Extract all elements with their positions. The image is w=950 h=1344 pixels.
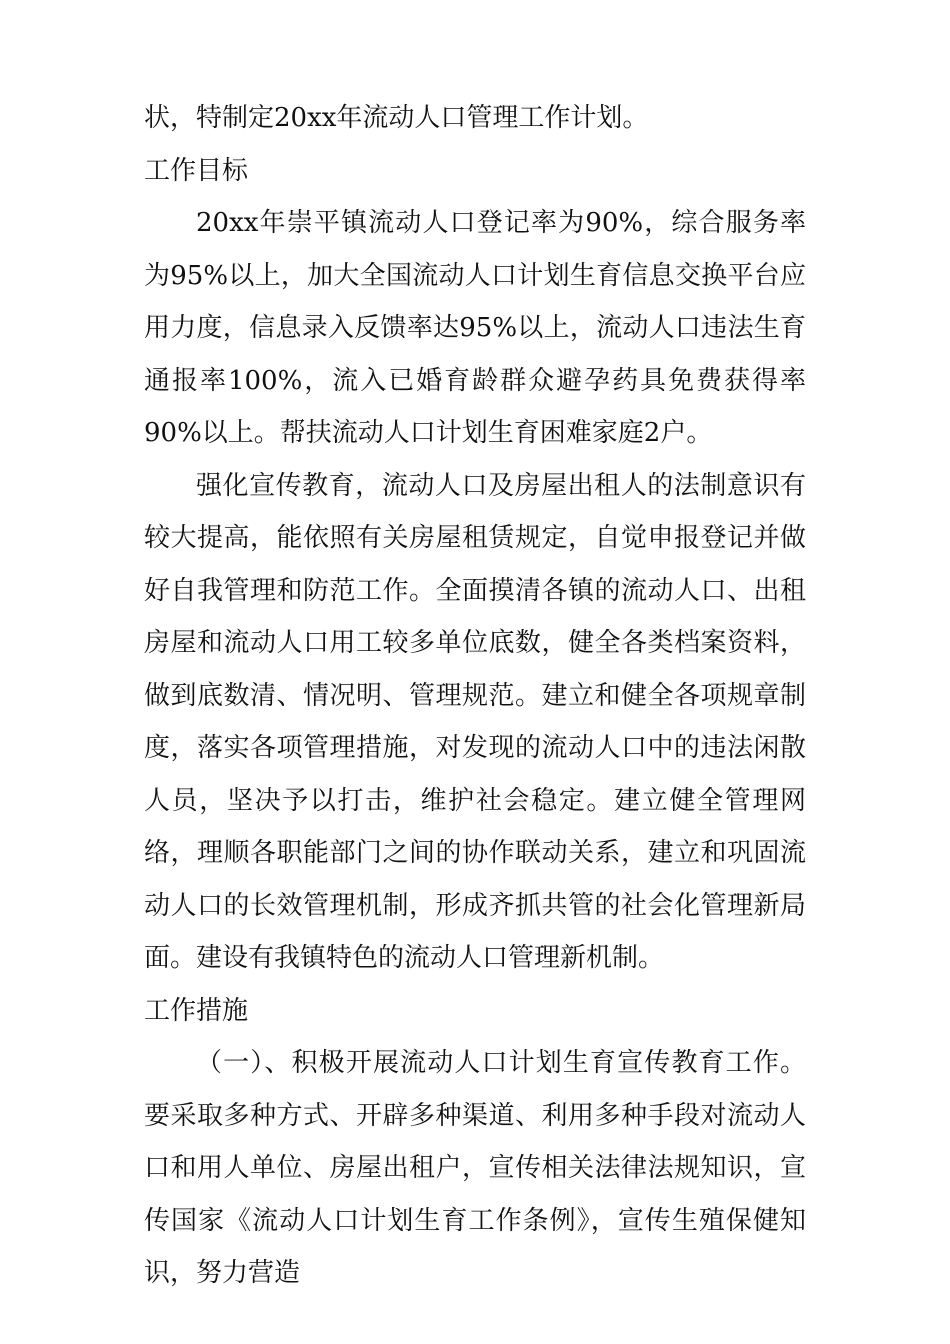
section-heading-work-measures: 工作措施 — [144, 995, 249, 1026]
paragraph-education-management: 强化宣传教育，流动人口及房屋出租人的法制意识有较大提高，能依照有关房屋租赁规定，自觉申报登记并做好自我管理和防范工作。全面摸清各镇的流动人口、出租房屋和流动人口用工较多单位底数，健全各类档案资料，做到底数清、情况明、管理规范。建立和健全各项规章制度，落实各项管理措施，对发现的流动人口中的违法闲散人员，坚决予以打击，维护社会稳定。建立健全管理网络，理顺各职能部门之间的协作联动关系，建立和巩固流动人口的长效管理机制，形成齐抓共管的社会化管理新局面。建设有我镇特色的流动人口管理新机制。 — [144, 470, 806, 973]
paragraph-continuation: 状，特制定20xx年流动人口管理工作计划。 — [144, 103, 649, 133]
paragraph-measure-one: （一）、积极开展流动人口计划生育宣传教育工作。要采取多种方式、开辟多种渠道、利用多种手段对流动人口和用人单位、房屋出租户，宣传相关法律法规知识，宣传国家《流动人口计划生育工作条例》，宣传生殖保健知识，努力营造 — [144, 1048, 806, 1288]
paragraph-goal-targets: 20xx年崇平镇流动人口登记率为90%，综合服务率为95%以上，加大全国流动人口计划生育信息交换平台应用力度，信息录入反馈率达95%以上，流动人口违法生育通报率100%，流入已婚育龄群众避孕药具免费获得率90%以上。帮扶流动人口计划生育困难家庭2户。 — [144, 208, 806, 448]
section-heading-work-goals: 工作目标 — [144, 155, 249, 186]
document-body — [144, 92, 806, 1300]
